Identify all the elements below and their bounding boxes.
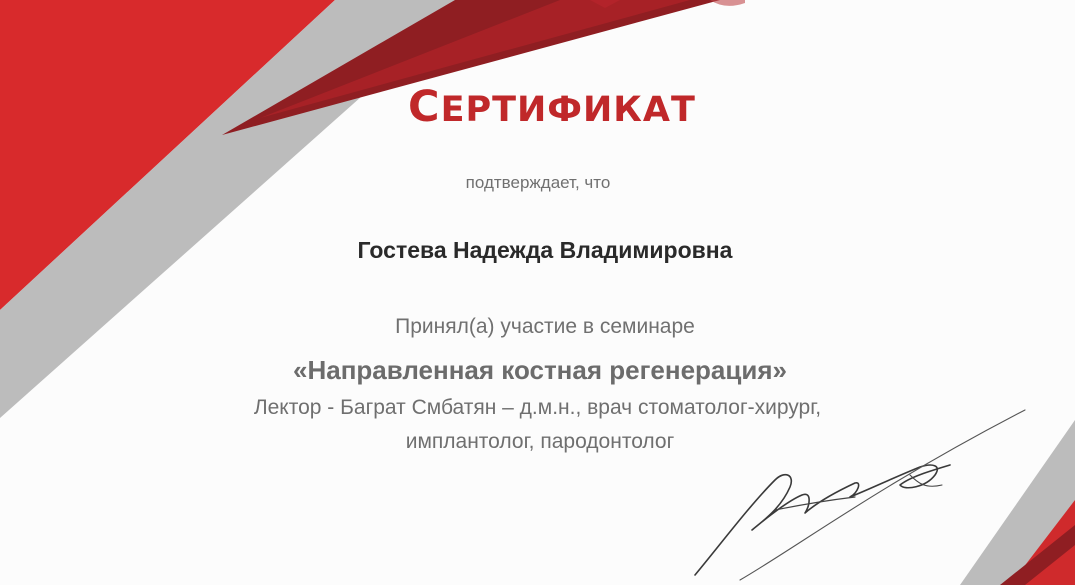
seminar-title: «Направленная костная регенерация» xyxy=(293,355,787,385)
certificate-title xyxy=(408,82,696,132)
handwritten-signature xyxy=(680,405,1040,585)
certificate-title-initial: С xyxy=(408,82,441,132)
recipient-name: Гостева Надежда Владимировна xyxy=(357,237,733,263)
lecturer-line-1: Лектор - Баграт Смбатян – д.м.н., врач стоматолог-хирург, xyxy=(253,396,822,419)
logo-fragment xyxy=(710,0,745,6)
certificate-title-rest: ЕРТИФИКАТ xyxy=(440,90,696,130)
confirms-text: подтверждает, что xyxy=(465,173,611,192)
lecturer-line-2: имплантолог, пародонтолог xyxy=(405,430,675,453)
participation-text: Принял(а) участие в семинаре xyxy=(395,315,695,338)
